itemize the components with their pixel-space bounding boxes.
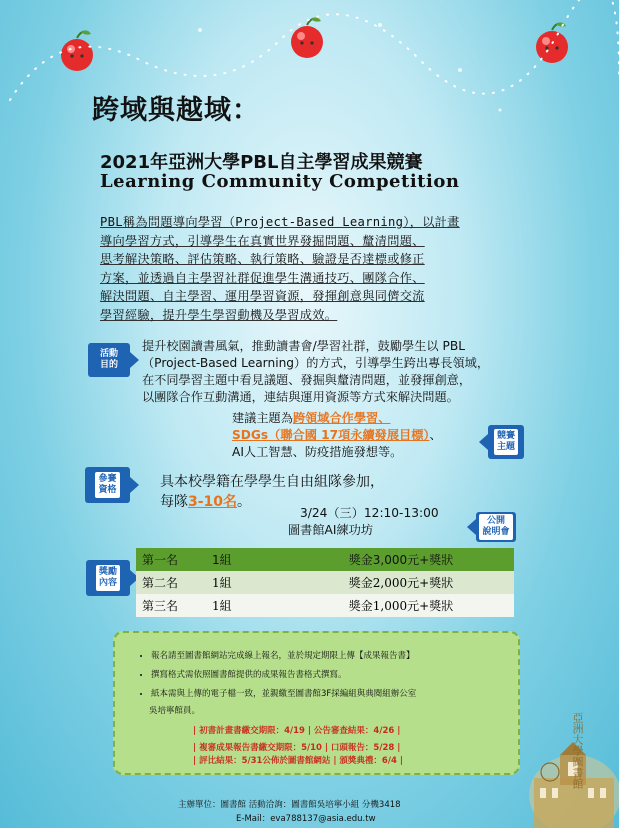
briefing-text: 3/24（三）12:10-13:00 圖書館AI練功坊 (288, 506, 439, 537)
theme-tag: 競賽 主題 (488, 425, 524, 459)
intro-paragraph (100, 213, 505, 324)
page-title: 跨域與越域： (92, 95, 260, 126)
intro-line: 思考解決策略、評估策略、執行策略、驗證是否達標或修正 (100, 252, 425, 266)
list-item: • 紙本需與上傳的電子檔一致，並親繳至圖書館3F採編組與典閱組辦公室 (151, 685, 521, 704)
purpose-text: 提升校園讀書風氣，推動讀書會/學習社群，鼓勵學生以 PBL （Project-Based Learning）的方式，引導學生跨出專長領域， 在不同學習主題中看見議題、發掘與釐清問題，並發揮創意， 以團隊合作互動溝通，連結與運用資源等方式來解決問題。 (142, 339, 490, 404)
awards-table (136, 548, 514, 617)
intro-line: 方案，並透過自主學習社群促進學生溝通技巧、團隊合作、 (100, 270, 425, 285)
table-row: 第二名 1組 獎金2,000元+獎狀 (136, 571, 514, 594)
table-row: 第三名 1組 獎金1,000元+獎狀 (136, 594, 514, 617)
emblem-text: 亞洲大學圖書館 (571, 712, 584, 789)
contact-email: E-Mail：eva788137@asia.edu.tw (236, 814, 376, 824)
competition-title: 2021年亞洲大學PBL自主學習成果競賽 (100, 152, 423, 173)
table-row: 第一名 1組 獎金3,000元+獎狀 (136, 548, 514, 571)
intro-line: 學習經驗，提升學生學習動機及學習成效。 (100, 307, 338, 322)
notice-list (129, 647, 521, 704)
notice-continuation: 吳培寧館員。 (149, 706, 201, 716)
list-item: • 撰寫格式需依照圖書館提供的成果報告書格式撰寫。 (151, 666, 521, 685)
intro-line: 解決問題、自主學習、運用學習資源，發揮創意與同儕交流 (100, 289, 425, 303)
competition-title-en: Learning Community Competition (100, 171, 460, 192)
deadline-line: | 初書計畫書繳交期限：4/19 | 公告審查結果：4/26 | (193, 726, 401, 736)
intro-line: 導向學習方式，引導學生在真實世界發掘問題、釐清問題、 (100, 233, 425, 248)
eligibility-text: 具本校學籍在學學生自由組隊參加， 每隊3-10名。 (160, 474, 384, 510)
notice-box (113, 631, 520, 775)
intro-line: PBL稱為問題導向學習（Project-Based Learning），以計畫 (100, 215, 460, 229)
eligibility-tag: 參賽 資格 (85, 467, 130, 503)
deadline-line: | 評比結果：5/31公佈於圖書館網站 | 頒獎典禮：6/4 | (193, 756, 403, 766)
awards-tag: 獎勵 內容 (86, 560, 130, 596)
list-item: • 報名請至圖書館網站完成線上報名，並於規定期限上傳【成果報告書】 (151, 647, 521, 666)
deadline-line: | 複審成果報告書繳交期限：5/10 | 口頭報告：5/28 | (193, 743, 401, 753)
briefing-tag: 公開 說明會 (476, 512, 516, 542)
organizer-info: 主辦單位：圖書館 活動洽詢：圖書館吳培寧小組 分機3418 (178, 800, 401, 810)
theme-text: 建議主題為跨領域合作學習、 SDGs（聯合國 17項永續發展目標）、 AI人工智慧、防疫措施發想等。 (232, 411, 442, 459)
purpose-tag: 活動 目的 (88, 343, 130, 377)
